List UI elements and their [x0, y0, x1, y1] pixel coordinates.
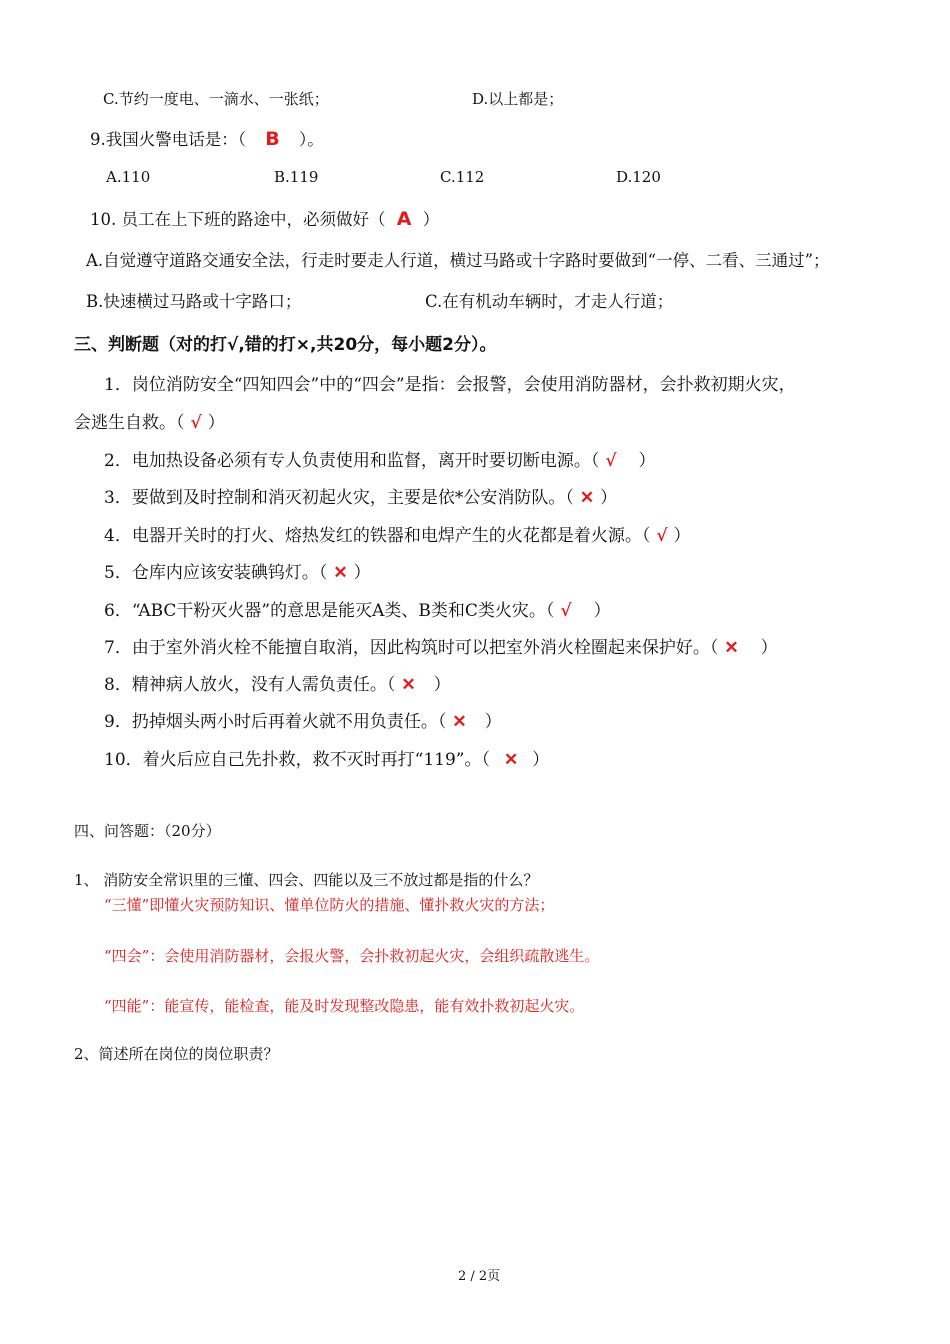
judge-item-7	[104, 633, 778, 658]
section3-title: 三、判断题（对的打√,错的打×,共20分，每小题2分）。	[74, 335, 497, 355]
q10-option-a: A.自觉遵守道路交通安全法，行走时要走人行道，横过马路或十字路时要做到“一停、二看、三通过”；	[86, 251, 830, 270]
judge-item-4-end: ）	[673, 526, 691, 546]
q9-option-b: B.119	[274, 168, 319, 186]
judge-item-7-text: 7．由于室外消火栓不能擅自取消，因此构筑时可以把室外消火栓圈起来保护好。（	[104, 638, 719, 658]
judge-item-6	[104, 596, 611, 621]
cross-mark-icon: ✕	[724, 638, 739, 658]
judge-item-2	[104, 446, 656, 471]
judge-item-7-end: ）	[760, 638, 778, 658]
judge-item-1-end: ）	[207, 413, 225, 433]
q10-answer: A	[396, 208, 412, 230]
cross-mark-icon: ✕	[452, 712, 467, 732]
judge-item-4	[104, 521, 691, 546]
judge-item-1: 1．岗位消防安全“四知四会”中的“四会”是指：会报警，会使用消防器材，会扑救初期火灾，	[104, 375, 796, 395]
q10-option-b: B.快速横过马路或十字路口；	[86, 292, 302, 311]
q10-stem-after: ）	[422, 210, 440, 229]
q10-option-c: C.在有机动车辆时，才走人行道；	[425, 292, 674, 311]
judge-item-10-text: 10．着火后应自己先扑救，救不灭时再打“119”。（	[104, 750, 490, 770]
q8-option-c: C.节约一度电、一滴水、一张纸；	[103, 90, 329, 108]
judge-item-8	[104, 670, 451, 695]
judge-item-8-text: 8．精神病人放火，没有人需负责任。（	[104, 675, 396, 695]
q10-stem-before: 10. 员工在上下班的路途中，必须做好（	[90, 210, 386, 229]
judge-item-9-text: 9．扔掉烟头两小时后再着火就不用负责任。（	[104, 712, 447, 732]
check-mark-icon: √	[560, 601, 572, 621]
judge-item-10-end: ）	[532, 750, 550, 770]
cross-mark-icon: ✕	[579, 488, 595, 508]
judge-item-5-end: ）	[353, 563, 371, 583]
check-mark-icon: √	[656, 526, 668, 546]
judge-item-1-cont	[74, 408, 225, 433]
cross-mark-icon: ✕	[401, 675, 416, 695]
cross-mark-icon: ✕	[333, 563, 348, 583]
judge-item-2-text: 2．电加热设备必须有专人负责使用和监督，离开时要切断电源。（	[104, 451, 600, 471]
section4-a1-line3: “四能”：能宣传，能检查，能及时发现整改隐患，能有效扑救初起火灾。	[104, 997, 585, 1015]
q9-answer: B	[265, 128, 280, 150]
judge-item-9	[104, 707, 502, 732]
section4-title: 四、问答题：（20分）	[74, 822, 221, 840]
q10-stem	[90, 206, 439, 230]
section4-a1-line2: “四会”：会使用消防器材，会报火警，会扑救初起火灾，会组织疏散逃生。	[104, 947, 600, 965]
check-mark-icon: √	[605, 451, 617, 471]
q9-option-c: C.112	[440, 168, 485, 186]
judge-item-5-text: 5．仓库内应该安装碘钨灯。（	[104, 563, 328, 583]
page-number: 2 / 2页	[458, 1269, 501, 1284]
judge-item-3-end: ）	[600, 488, 618, 508]
judge-item-3-text: 3．要做到及时控制和消灭初起火灾，主要是依*公安消防队。（	[104, 488, 574, 508]
q9-stem	[90, 126, 324, 150]
judge-item-4-text: 4．电器开关时的打火、熔热发红的铁器和电焊产生的火花都是着火源。（	[104, 526, 651, 546]
judge-item-8-end: ）	[433, 675, 451, 695]
cross-mark-icon: ✕	[503, 750, 519, 770]
judge-item-6-text: 6．“ABC干粉灭火器”的意思是能灭A类、B类和C类火灾。（	[104, 601, 555, 621]
q9-option-d: D.120	[616, 168, 661, 186]
q9-stem-after: ）。	[298, 130, 324, 149]
check-mark-icon: √	[190, 413, 202, 433]
section4-q1: 1、 消防安全常识里的三懂、四会、四能以及三不放过都是指的什么？	[74, 871, 539, 889]
section4-q2: 2、简述所在岗位的岗位职责？	[74, 1045, 279, 1063]
q9-stem-before: 9.我国火警电话是：（	[90, 130, 246, 149]
section4-a1-line1: “三懂”即懂火灾预防知识、懂单位防火的措施、懂扑救火灾的方法；	[104, 896, 555, 914]
judge-item-3	[104, 483, 617, 508]
judge-item-5	[104, 558, 371, 583]
q9-option-a: A.110	[106, 168, 151, 186]
judge-item-10	[104, 745, 549, 770]
judge-item-1-cont-text: 会逃生自救。（	[74, 413, 185, 433]
judge-item-6-end: ）	[593, 601, 611, 621]
judge-item-9-end: ）	[484, 712, 502, 732]
judge-item-2-end: ）	[638, 451, 656, 471]
q8-option-d: D.以上都是；	[472, 90, 564, 108]
